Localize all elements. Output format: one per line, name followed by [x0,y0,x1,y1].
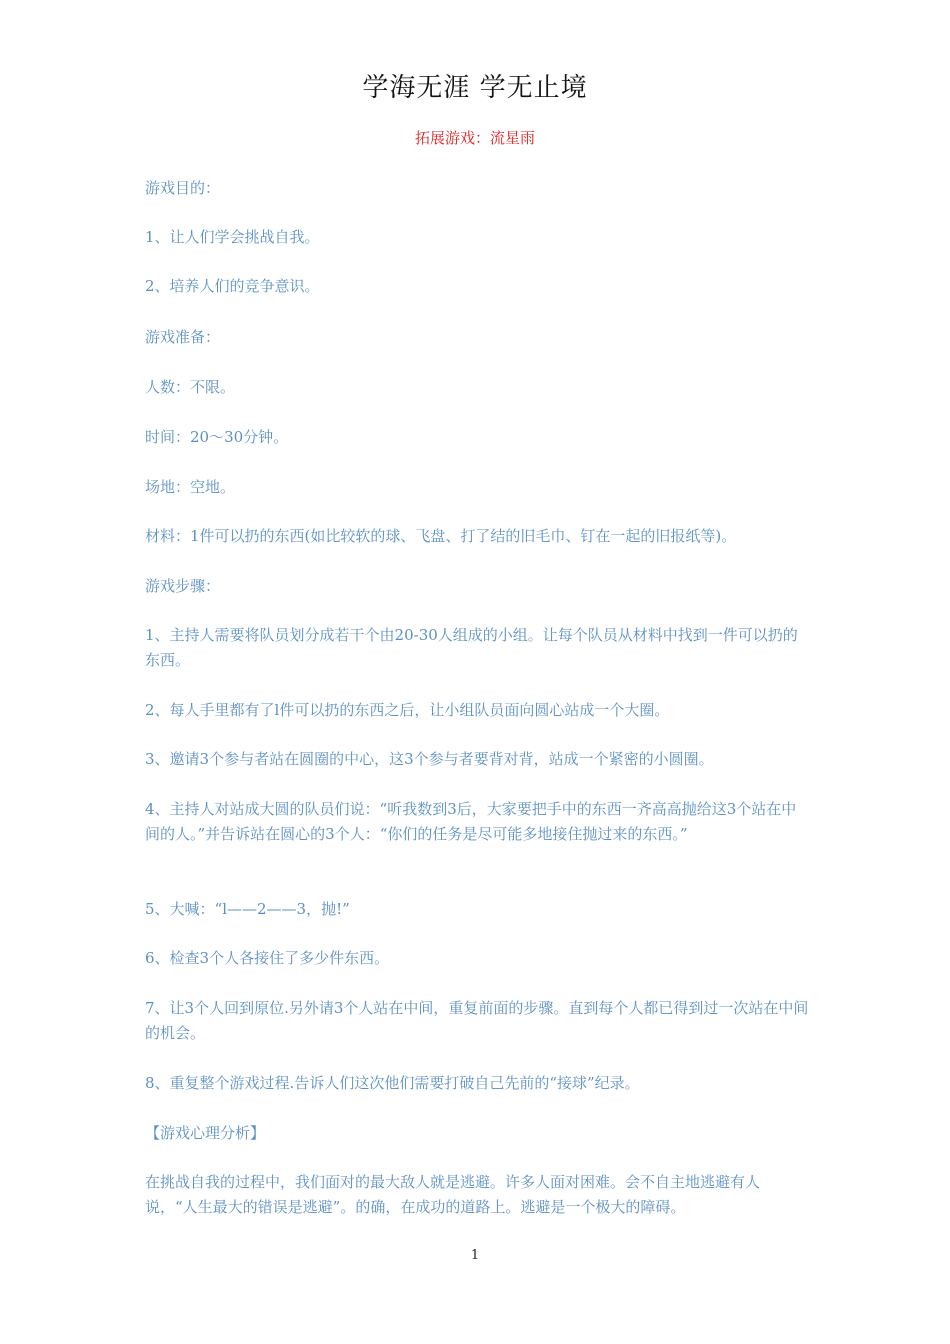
paragraph: 人数：不限。 [145,378,236,396]
paragraph: 2、培养人们的竞争意识。 [145,277,320,295]
section-heading-purpose: 游戏目的： [145,179,221,197]
paragraph: 1、让人们学会挑战自我。 [145,228,320,246]
paragraph: 时间：20～30分钟。 [145,428,289,446]
page-subtitle: 拓展游戏：流星雨 [414,129,535,147]
page-number: 1 [470,1248,480,1263]
paragraph: 1、主持人需要将队员划分成若干个由20-30人组成的小组。让每个队员从材料中找到一件可以扔的东西。 [145,626,798,669]
paragraph: 5、大喊：“l——2——3，抛!” [145,900,350,918]
page-title: 学海无涯 学无止境 [362,73,588,103]
section-heading-preparation: 游戏准备： [145,328,221,346]
paragraph: 6、检查3个人各接住了多少件东西。 [145,949,390,967]
section-heading-analysis: 【游戏心理分析】 [145,1124,266,1142]
paragraph: 在挑战自我的过程中，我们面对的最大敌人就是逃避。许多人面对困难。会不自主地逃避有人说，“人生最大的错误是逃避”。的确，在成功的道路上。逃避是一个极大的障碍。 [145,1173,761,1216]
paragraph: 2、每人手里都有了l件可以扔的东西之后，让小组队员面向圆心站成一个大圈。 [145,701,670,719]
paragraph: 材料：1件可以扔的东西(如比较软的球、飞盘、打了结的旧毛巾、钉在一起的旧报纸等)。 [145,527,737,545]
section-heading-steps: 游戏步骤： [145,577,221,595]
paragraph: 7、让3个人回到原位.另外请3个人站在中间，重复前面的步骤。直到每个人都已得到过一次站在中间的机会。 [145,999,809,1042]
paragraph: 3、邀请3个参与者站在圆圈的中心，这3个参与者要背对背，站成一个紧密的小圆圈。 [145,750,714,768]
paragraph: 场地：空地。 [145,478,236,496]
paragraph: 4、主持人对站成大圆的队员们说：“听我数到3后，大家要把手中的东西一齐高高抛给这3个站在中间的人。”并告诉站在圆心的3个人：“你们的任务是尽可能多地接住抛过来的东西。” [145,800,797,843]
paragraph: 8、重复整个游戏过程.告诉人们这次他们需要打破自己先前的“接球”纪录。 [145,1074,640,1092]
